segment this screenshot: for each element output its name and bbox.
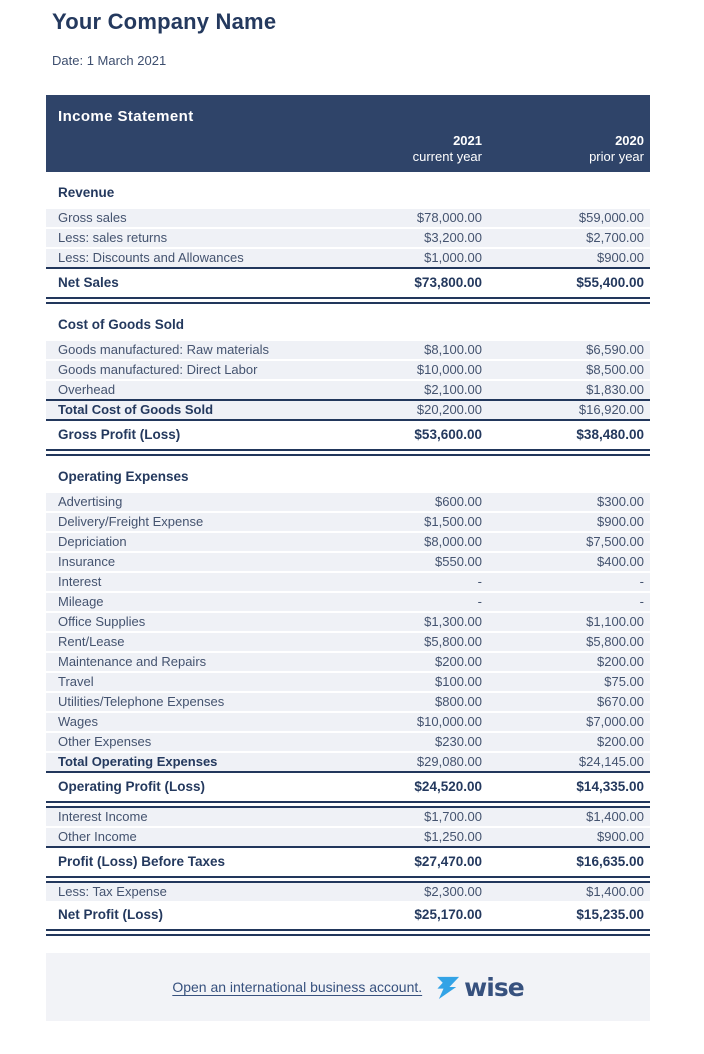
- row-value-2021: $230.00: [435, 734, 482, 749]
- table-row: [46, 828, 650, 846]
- row-label: Utilities/Telephone Expenses: [58, 694, 225, 709]
- table-row: [46, 553, 650, 571]
- row-label: Goods manufactured: Direct Labor: [58, 362, 258, 377]
- year-2020-label: prior year: [589, 149, 644, 164]
- table-row: [46, 209, 650, 227]
- table-row: [46, 401, 650, 419]
- row-label: Less: Tax Expense: [58, 884, 167, 899]
- rule-single: [46, 771, 650, 773]
- row-value-2021: $1,000.00: [424, 250, 482, 265]
- row-label: Total Cost of Goods Sold: [58, 402, 214, 417]
- year-2020: 2020: [615, 133, 644, 148]
- year-2021-label: current year: [412, 149, 482, 164]
- row-label: Operating Profit (Loss): [58, 779, 206, 794]
- rule-single: [46, 267, 650, 269]
- company-name: Your Company Name: [52, 9, 277, 34]
- table-row: [46, 533, 650, 551]
- table-row: [46, 673, 650, 691]
- row-value-2021: $200.00: [435, 654, 482, 669]
- row-value-2020: $16,635.00: [576, 854, 644, 869]
- table-row: [46, 733, 650, 751]
- row-value-2021: $1,300.00: [424, 614, 482, 629]
- row-value-2020: $7,500.00: [586, 534, 644, 549]
- row-value-2020: $1,830.00: [586, 382, 644, 397]
- table-row: [46, 513, 650, 531]
- row-value-2020: -: [639, 574, 644, 589]
- row-value-2021: $600.00: [435, 494, 482, 509]
- statement-title: Income Statement: [58, 108, 194, 125]
- row-value-2021: $3,200.00: [424, 230, 482, 245]
- row-value-2021: $1,500.00: [424, 514, 482, 529]
- row-value-2021: $550.00: [435, 554, 482, 569]
- row-label: Office Supplies: [58, 614, 146, 629]
- row-value-2021: $100.00: [435, 674, 482, 689]
- table-row: [46, 423, 650, 447]
- table-row: [46, 271, 650, 295]
- row-value-2020: $75.00: [604, 674, 644, 689]
- table-row: [46, 361, 650, 379]
- row-label: Interest: [58, 574, 102, 589]
- row-value-2021: $2,300.00: [424, 884, 482, 899]
- table-row: [46, 753, 650, 771]
- table-row: [46, 850, 650, 874]
- row-value-2021: $73,800.00: [414, 275, 482, 290]
- table-row: [46, 381, 650, 399]
- row-label: Goods manufactured: Raw materials: [58, 342, 269, 357]
- date-value: 1 March 2021: [86, 53, 167, 68]
- row-label: Advertising: [58, 494, 123, 509]
- row-value-2021: $20,200.00: [416, 402, 482, 417]
- row-value-2020: $400.00: [597, 554, 644, 569]
- row-label: Mileage: [58, 594, 104, 609]
- rule-double: [46, 929, 650, 936]
- row-label: Overhead: [58, 382, 116, 397]
- statement-header-bar: [46, 95, 650, 172]
- spacer: [46, 133, 314, 165]
- table-row: [46, 633, 650, 651]
- section-header: Cost of Goods Sold: [58, 317, 184, 332]
- rule-double: [46, 876, 650, 883]
- row-value-2020: $2,700.00: [586, 230, 644, 245]
- table-row: [46, 653, 650, 671]
- row-value-2020: $1,100.00: [586, 614, 644, 629]
- table-row: [46, 573, 650, 591]
- row-value-2021: $10,000.00: [416, 714, 482, 729]
- row-value-2020: -: [639, 594, 644, 609]
- row-value-2020: $14,335.00: [576, 779, 644, 794]
- row-value-2020: $1,400.00: [586, 809, 644, 824]
- wise-logo[interactable]: [436, 972, 524, 1002]
- table-row: [46, 341, 650, 359]
- table-row: [46, 593, 650, 611]
- row-label: Insurance: [58, 554, 116, 569]
- row-label: Other Expenses: [58, 734, 152, 749]
- row-value-2020: $1,400.00: [586, 884, 644, 899]
- row-value-2020: $670.00: [597, 694, 644, 709]
- footer-banner: [46, 953, 650, 1021]
- row-value-2021: $8,000.00: [424, 534, 482, 549]
- row-label: Delivery/Freight Expense: [58, 514, 204, 529]
- year-column-2021: [314, 133, 482, 165]
- table-row: [46, 229, 650, 247]
- date-label: Date:: [52, 53, 84, 68]
- table-row: [46, 713, 650, 731]
- table-row: [46, 903, 650, 927]
- row-label: Wages: [58, 714, 98, 729]
- table-row: [46, 493, 650, 511]
- row-label: Travel: [58, 674, 94, 689]
- row-value-2020: $5,800.00: [586, 634, 644, 649]
- table-row: [46, 883, 650, 901]
- row-value-2021: -: [477, 594, 482, 609]
- row-value-2021: $800.00: [435, 694, 482, 709]
- row-value-2021: $2,100.00: [424, 382, 482, 397]
- row-label: Other Income: [58, 829, 137, 844]
- row-value-2021: $5,800.00: [424, 634, 482, 649]
- row-label: Profit (Loss) Before Taxes: [58, 854, 226, 869]
- row-value-2021: $10,000.00: [416, 362, 482, 377]
- row-label: Net Profit (Loss): [58, 907, 164, 922]
- row-value-2020: $900.00: [597, 829, 644, 844]
- row-value-2020: $900.00: [597, 250, 644, 265]
- table-row: [46, 808, 650, 826]
- row-value-2021: $1,700.00: [424, 809, 482, 824]
- row-value-2020: $59,000.00: [578, 210, 644, 225]
- table-row: [46, 249, 650, 267]
- year-column-2020: [482, 133, 650, 165]
- row-value-2021: $25,170.00: [414, 907, 482, 922]
- row-value-2021: $27,470.00: [414, 854, 482, 869]
- table-row: [46, 693, 650, 711]
- row-value-2020: $300.00: [597, 494, 644, 509]
- row-value-2021: $53,600.00: [414, 427, 482, 442]
- table-row: [46, 613, 650, 631]
- row-value-2020: $7,000.00: [586, 714, 644, 729]
- section-header: Revenue: [58, 185, 115, 200]
- row-label: Interest Income: [58, 809, 148, 824]
- row-value-2021: $24,520.00: [414, 779, 482, 794]
- row-label: Depriciation: [58, 534, 127, 549]
- row-label: Gross sales: [58, 210, 127, 225]
- section-header: Operating Expenses: [58, 469, 189, 484]
- statement-body: [46, 185, 650, 936]
- row-value-2021: $29,080.00: [416, 754, 482, 769]
- row-value-2021: $78,000.00: [416, 210, 482, 225]
- date-line: [52, 53, 650, 68]
- rule-double: [46, 297, 650, 304]
- row-value-2020: $38,480.00: [576, 427, 644, 442]
- row-label: Less: sales returns: [58, 230, 168, 245]
- wise-wordmark: wise: [464, 972, 524, 1002]
- rule-double: [46, 801, 650, 808]
- year-2021: 2021: [453, 133, 482, 148]
- row-value-2020: $900.00: [597, 514, 644, 529]
- rule-single: [46, 419, 650, 421]
- row-label: Total Operating Expenses: [58, 754, 218, 769]
- row-value-2021: $8,100.00: [424, 342, 482, 357]
- page: [46, 0, 650, 1021]
- row-value-2020: $15,235.00: [576, 907, 644, 922]
- row-value-2020: $6,590.00: [586, 342, 644, 357]
- row-label: Gross Profit (Loss): [58, 427, 181, 442]
- wise-fast-flag-icon: [436, 975, 461, 1000]
- row-value-2021: -: [477, 574, 482, 589]
- row-value-2020: $200.00: [597, 734, 644, 749]
- row-label: Net Sales: [58, 275, 119, 290]
- rule-single: [46, 846, 650, 848]
- row-value-2020: $55,400.00: [576, 275, 644, 290]
- row-label: Maintenance and Repairs: [58, 654, 207, 669]
- year-columns: [46, 133, 650, 165]
- row-value-2021: $1,250.00: [424, 829, 482, 844]
- rule-double: [46, 449, 650, 456]
- table-row: [46, 775, 650, 799]
- row-label: Less: Discounts and Allowances: [58, 250, 244, 265]
- row-value-2020: $200.00: [597, 654, 644, 669]
- row-value-2020: $8,500.00: [586, 362, 644, 377]
- row-value-2020: $24,145.00: [578, 754, 644, 769]
- row-label: Rent/Lease: [58, 634, 125, 649]
- row-value-2020: $16,920.00: [578, 402, 644, 417]
- open-account-link[interactable]: Open an international business account.: [172, 979, 423, 995]
